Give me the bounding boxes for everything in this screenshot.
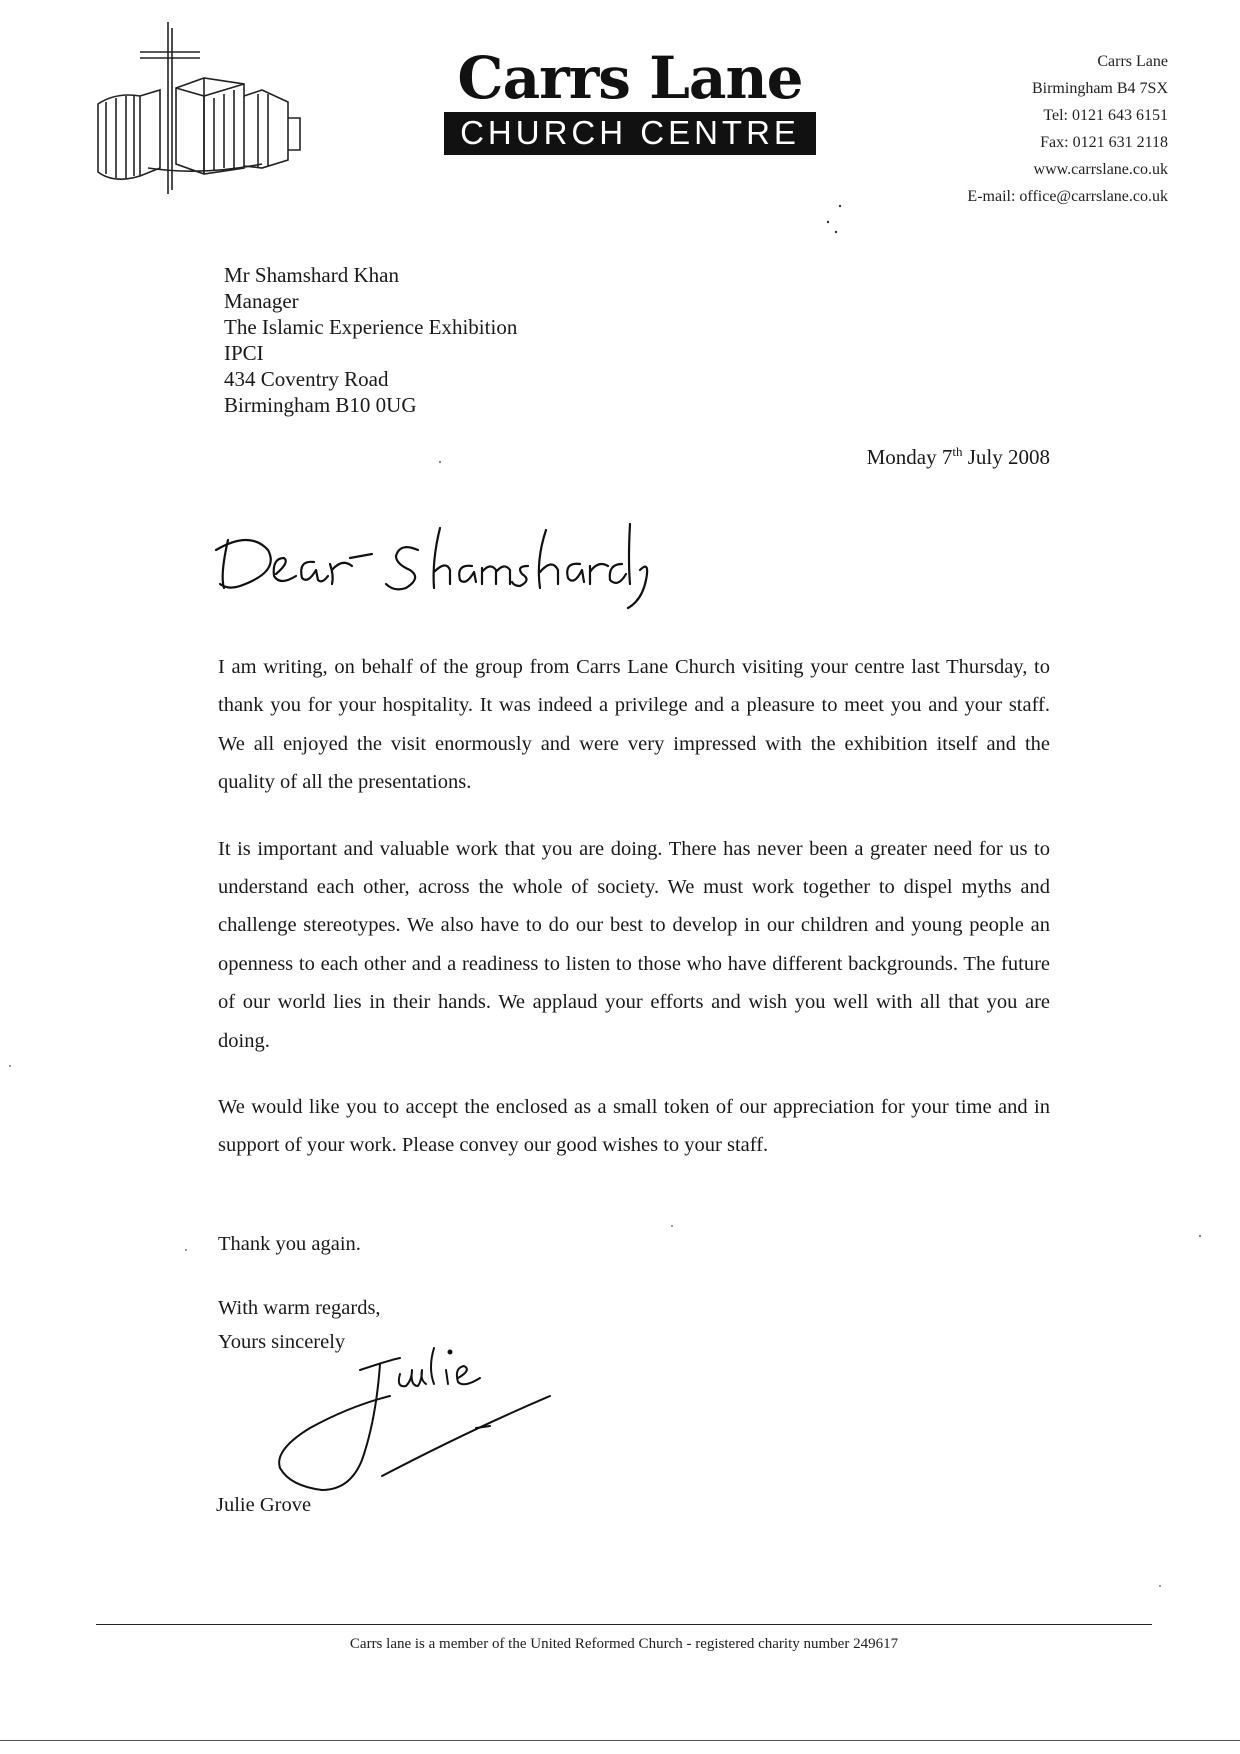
page-edge-line xyxy=(0,1740,1240,1741)
contact-fax: Fax: 0121 631 2118 xyxy=(1040,134,1168,151)
contact-street: Carrs Lane xyxy=(1097,53,1168,70)
contact-block xyxy=(967,48,1168,210)
contact-website: www.carrslane.co.uk xyxy=(1033,161,1168,178)
recipient-organisation: The Islamic Experience Exhibition xyxy=(224,315,518,339)
letterhead-masthead xyxy=(440,46,820,155)
closing-regards: With warm regards, xyxy=(218,1297,381,1319)
footer-charity-note: Carrs lane is a member of the United Reformed Church - registered charity number 249617 xyxy=(349,1636,899,1652)
recipient-organisation-short: IPCI xyxy=(224,341,264,365)
body-paragraph: It is important and valuable work that you are doing. There has never been a greater need for us to understand each other, across the whole of society. We must work together to dispel myths and challenge stereotypes. We also have to do our best to develop in our children and young people an openness to each other and a readiness to listen to those who have different backgrounds. The future of our world lies in their hands. We applaud your efforts and wish you well with all that you are doing. xyxy=(218,837,1050,1052)
letter-date xyxy=(867,444,1050,470)
recipient-address xyxy=(224,262,517,418)
closing-sincerely: Yours sincerely xyxy=(218,1331,346,1353)
date-day: Monday 7 xyxy=(866,445,953,469)
recipient-title: Manager xyxy=(224,289,299,313)
organisation-subtitle: CHURCH CENTRE xyxy=(444,112,816,155)
contact-email: E-mail: office@carrslane.co.uk xyxy=(967,188,1168,205)
body-paragraph: I am writing, on behalf of the group from Carrs Lane Church visiting your centre last Thursday, to thank you for your hospitality. It was indeed a privilege and a pleasure to meet you and your staff. We all enjoyed the visit enormously and were very impressed with the exhibition itself and the quality of all the presentations. xyxy=(218,656,1050,794)
handwritten-signature xyxy=(250,1340,610,1500)
church-logo-drawing xyxy=(92,18,322,198)
handwritten-salutation xyxy=(210,500,690,610)
body-paragraph: We would like you to accept the enclosed as a small token of our appreciation for your time and in support of your work. Please convey our good wishes to your staff. xyxy=(218,1096,1050,1157)
recipient-street: 434 Coventry Road xyxy=(224,367,389,391)
contact-city: Birmingham B4 7SX xyxy=(1031,80,1168,97)
date-month-year: July 2008 xyxy=(962,445,1050,469)
recipient-name: Mr Shamshard Khan xyxy=(224,263,399,287)
footer-divider xyxy=(96,1624,1152,1625)
recipient-city: Birmingham B10 0UG xyxy=(224,393,417,417)
date-suffix: th xyxy=(952,444,963,459)
contact-phone: Tel: 0121 643 6151 xyxy=(1043,107,1168,124)
organisation-name: Carrs Lane xyxy=(457,44,803,112)
thanks-line: Thank you again. xyxy=(218,1233,361,1255)
letter-body xyxy=(218,648,1050,1193)
signer-name: Julie Grove xyxy=(216,1494,312,1516)
